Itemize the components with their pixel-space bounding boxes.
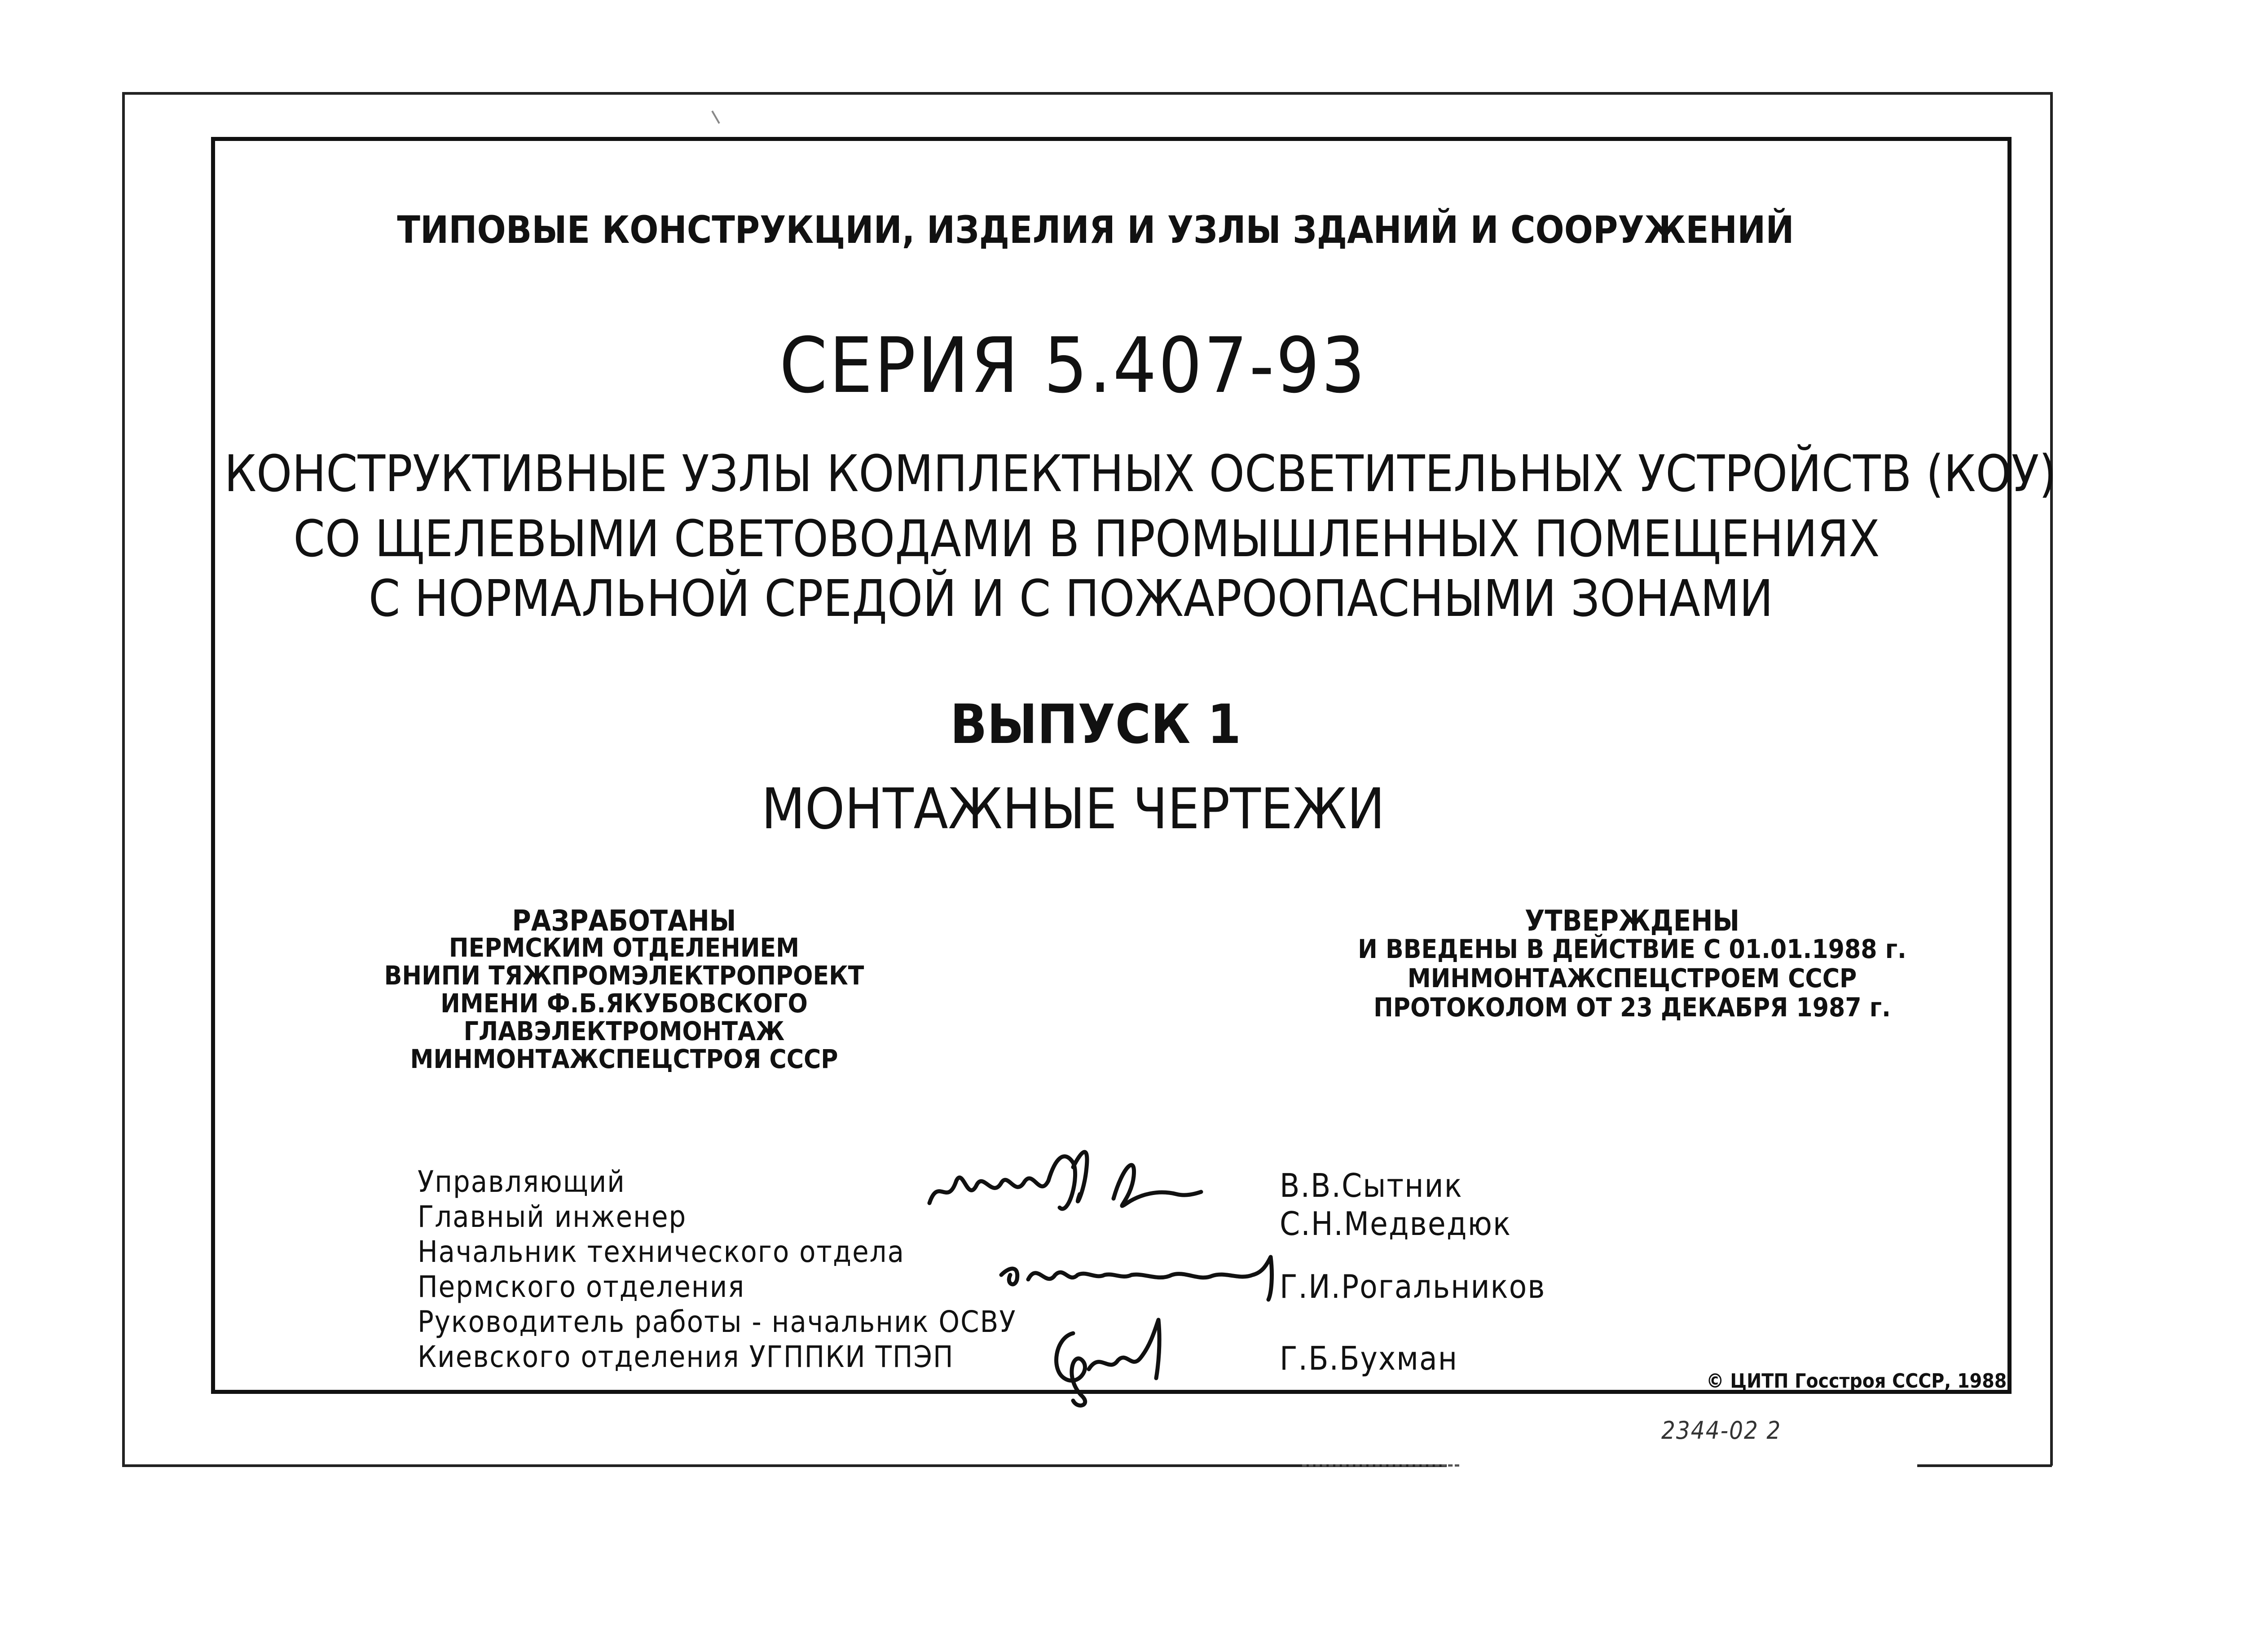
developed-line: ГЛАВЭЛЕКТРОМОНТАЖ <box>463 1016 785 1046</box>
developed-line: ПЕРМСКИМ ОТДЕЛЕНИЕМ <box>449 932 800 963</box>
outer-frame-bottom-dashed <box>1302 1464 1459 1467</box>
person-name: Г.Б.Бухман <box>1280 1340 1458 1377</box>
subject-line-2: СО ЩЕЛЕВЫМИ СВЕТОВОДАМИ В ПРОМЫШЛЕННЫХ ПОМЕЩЕНИЯХ <box>293 510 1880 568</box>
position-label: Пермского отделения <box>418 1270 745 1304</box>
outer-frame-bottom-right <box>1917 1464 2052 1467</box>
person-name: В.В.Сытник <box>1280 1167 1463 1204</box>
developed-line: МИНМОНТАЖСПЕЦСТРОЯ СССР <box>410 1044 838 1074</box>
position-label: Главный инженер <box>418 1199 687 1234</box>
document-category-header: ТИПОВЫЕ КОНСТРУКЦИИ, ИЗДЕЛИЯ И УЗЛЫ ЗДАНИЙ И СООРУЖЕНИЙ <box>397 208 1794 252</box>
issue-title: МОНТАЖНЫЕ ЧЕРТЕЖИ <box>761 777 1385 842</box>
person-name: Г.И.Рогальников <box>1280 1268 1546 1305</box>
position-label: Руководитель работы - начальник ОСВУ <box>418 1305 1017 1339</box>
position-label: Киевского отделения УГППКИ ТПЭП <box>418 1340 954 1374</box>
outer-frame-bottom <box>122 1464 1447 1467</box>
subject-line-1: КОНСТРУКТИВНЫЕ УЗЛЫ КОМПЛЕКТНЫХ ОСВЕТИТЕЛЬНЫХ УСТРОЙСТВ (КОУ) <box>224 445 2057 503</box>
copyright-notice: © ЦИТП Госстроя СССР, 1988 <box>1706 1370 2007 1393</box>
signature-bukhman <box>1046 1306 1181 1414</box>
series-title: СЕРИЯ 5.407-93 <box>779 321 1367 410</box>
subject-line-3: С НОРМАЛЬНОЙ СРЕДОЙ И С ПОЖАРООПАСНЫМИ ЗОНАМИ <box>368 570 1774 628</box>
position-label: Начальник технического отдела <box>418 1235 905 1269</box>
position-label: Управляющий <box>418 1164 625 1199</box>
approved-line: ПРОТОКОЛОМ ОТ 23 ДЕКАБРЯ 1987 г. <box>1373 992 1891 1023</box>
approved-line: МИНМОНТАЖСПЕЦСТРОЕМ СССР <box>1407 963 1857 993</box>
developed-line: ИМЕНИ Ф.Б.ЯКУБОВСКОГО <box>440 988 808 1019</box>
developed-line: РАЗРАБОТАНЫ <box>512 905 736 938</box>
approved-line: УТВЕРЖДЕНЫ <box>1524 905 1740 938</box>
stamp-number: 2344-02 2 <box>1661 1416 1782 1445</box>
signature-managers <box>925 1140 1203 1230</box>
person-name: С.Н.Медведюк <box>1280 1205 1512 1243</box>
signature-rogalnikov <box>997 1248 1284 1302</box>
issue-number: ВЫПУСК 1 <box>950 694 1241 756</box>
approved-line: И ВВЕДЕНЫ В ДЕЙСТВИЕ С 01.01.1988 г. <box>1358 934 1906 964</box>
developed-line: ВНИПИ ТЯЖПРОМЭЛЕКТРОПРОЕКТ <box>384 960 864 991</box>
